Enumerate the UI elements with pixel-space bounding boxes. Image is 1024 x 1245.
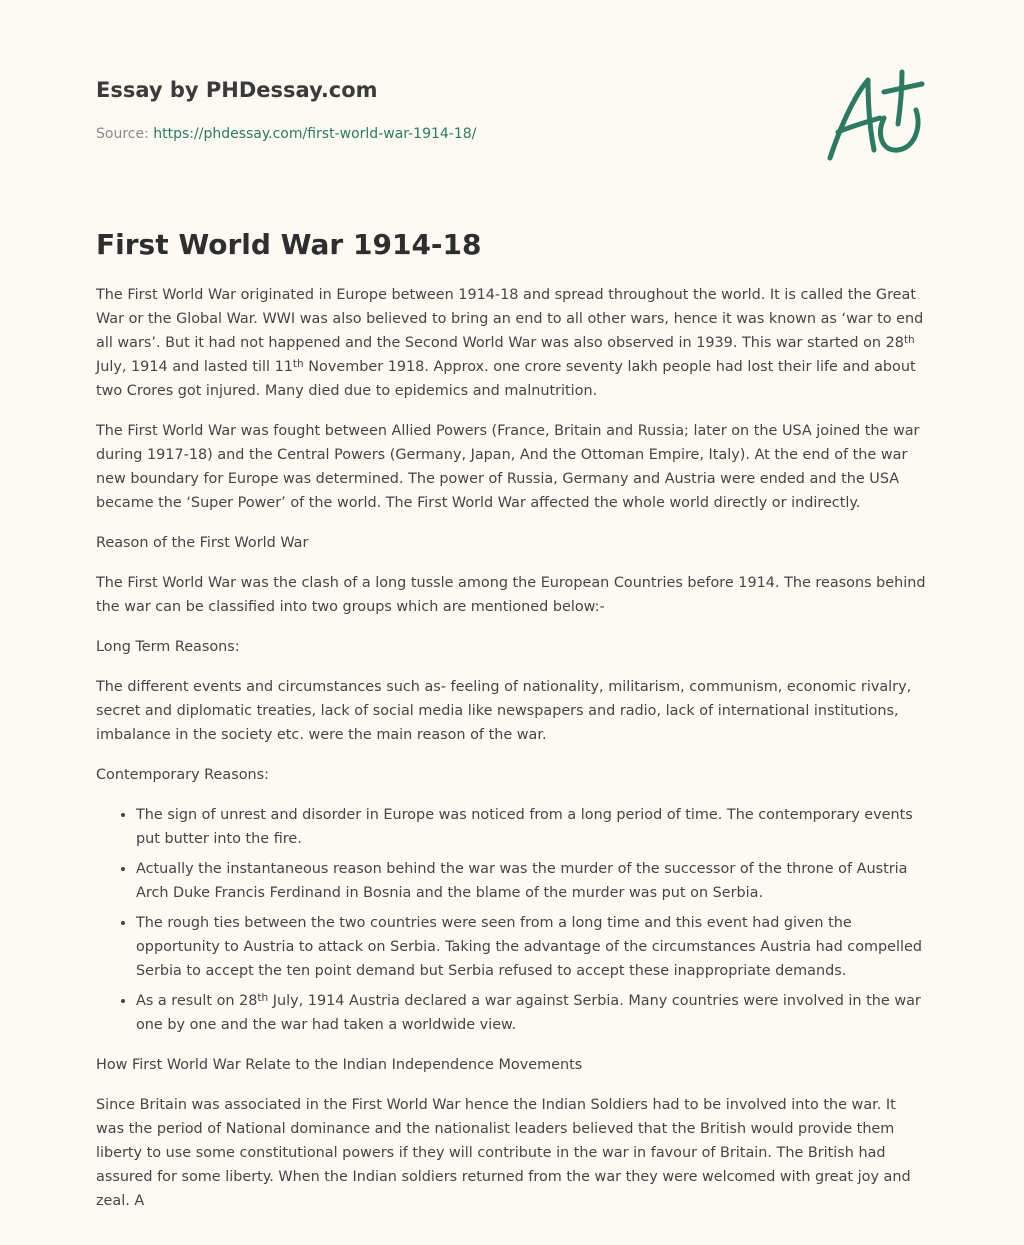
list-item: • As a result on 28th July, 1914 Austria declared a war against Serbia. Many countries were involved in the war one by one and the war had taken a worldwide view. xyxy=(136,989,928,1037)
paragraph-clash: The First World War was the clash of a long tussle among the European Countries before 1914. The reasons behind the war can be classified into two groups which are mentioned below:- xyxy=(96,575,926,615)
article xyxy=(96,226,928,1229)
paragraph-india: Since Britain was associated in the First World War hence the Indian Soldiers had to be involved into the war. It was the period of National dominance and the nationalist leaders believed that the British would provide them liberty to use some constitutional powers if they will contribute in the war in favour of Britain. The British had assured for some liberty. When the Indian soldiers returned from the war they were welcomed with great joy and zeal. A xyxy=(96,1097,911,1209)
heading-india: How First World War Relate to the Indian Independence Movements xyxy=(96,1057,583,1073)
source-label: Source: xyxy=(96,126,149,142)
paragraph-intro: The First World War originated in Europe between 1914-18 and spread throughout the world. It is called the Great War or the Global War. WWI was also believed to bring an end to all other wars, hence it was known as ‘war to end all wars’. But it had not happened and the Second World War was also observed in 1939. This war started on 28th July, 1914 and lasted till 11th November 1918. Approx. one crore seventy lakh people had lost their life and about two Crores got injured. Many died due to epidemics and malnutrition. xyxy=(96,287,924,399)
list-item: • Actually the instantaneous reason behind the war was the murder of the successor of the throne of Austria Arch Duke Francis Ferdinand in Bosnia and the blame of the murder was put on Serbia. xyxy=(136,857,928,905)
list-item: • The sign of unrest and disorder in Europe was noticed from a long period of time. The contemporary events put butter into the fire. xyxy=(136,803,928,851)
article-title: First World War 1914-18 xyxy=(96,228,482,261)
list-item: • The rough ties between the two countries were seen from a long time and this event had given the opportunity to Austria to attack on Serbia. Taking the advantage of the circumstances Austria had compelled Serbia to accept the ten point demand but Serbia refused to accept these inappropriate demands. xyxy=(136,911,928,983)
paragraph-powers: The First World War was fought between Allied Powers (France, Britain and Russia; later on the USA joined the war during 1917-18) and the Central Powers (Germany, Japan, And the Ottoman Empire, Italy). At the end of the war new boundary for Europe was determined. The power of Russia, Germany and Austria were ended and the USA became the ‘Super Power’ of the world. The First World War affected the whole world directly or indirectly. xyxy=(96,423,920,511)
a-plus-grade-icon xyxy=(818,66,928,166)
source-line xyxy=(96,124,796,144)
site-title: Essay by PHDessay.com xyxy=(96,78,378,102)
heading-contemporary: Contemporary Reasons: xyxy=(96,767,269,783)
contemporary-reasons-list xyxy=(96,803,928,1037)
source-link[interactable]: https://phdessay.com/first-world-war-1914-18/ xyxy=(153,126,477,142)
heading-reason: Reason of the First World War xyxy=(96,535,309,551)
page-header xyxy=(96,74,796,144)
heading-long-term: Long Term Reasons: xyxy=(96,639,240,655)
paragraph-long-term: The different events and circumstances such as- feeling of nationality, militarism, communism, economic rivalry, secret and diplomatic treaties, lack of social media like newspapers and radio, lack of international institutions, imbalance in the society etc. were the main reason of the war. xyxy=(96,679,912,743)
